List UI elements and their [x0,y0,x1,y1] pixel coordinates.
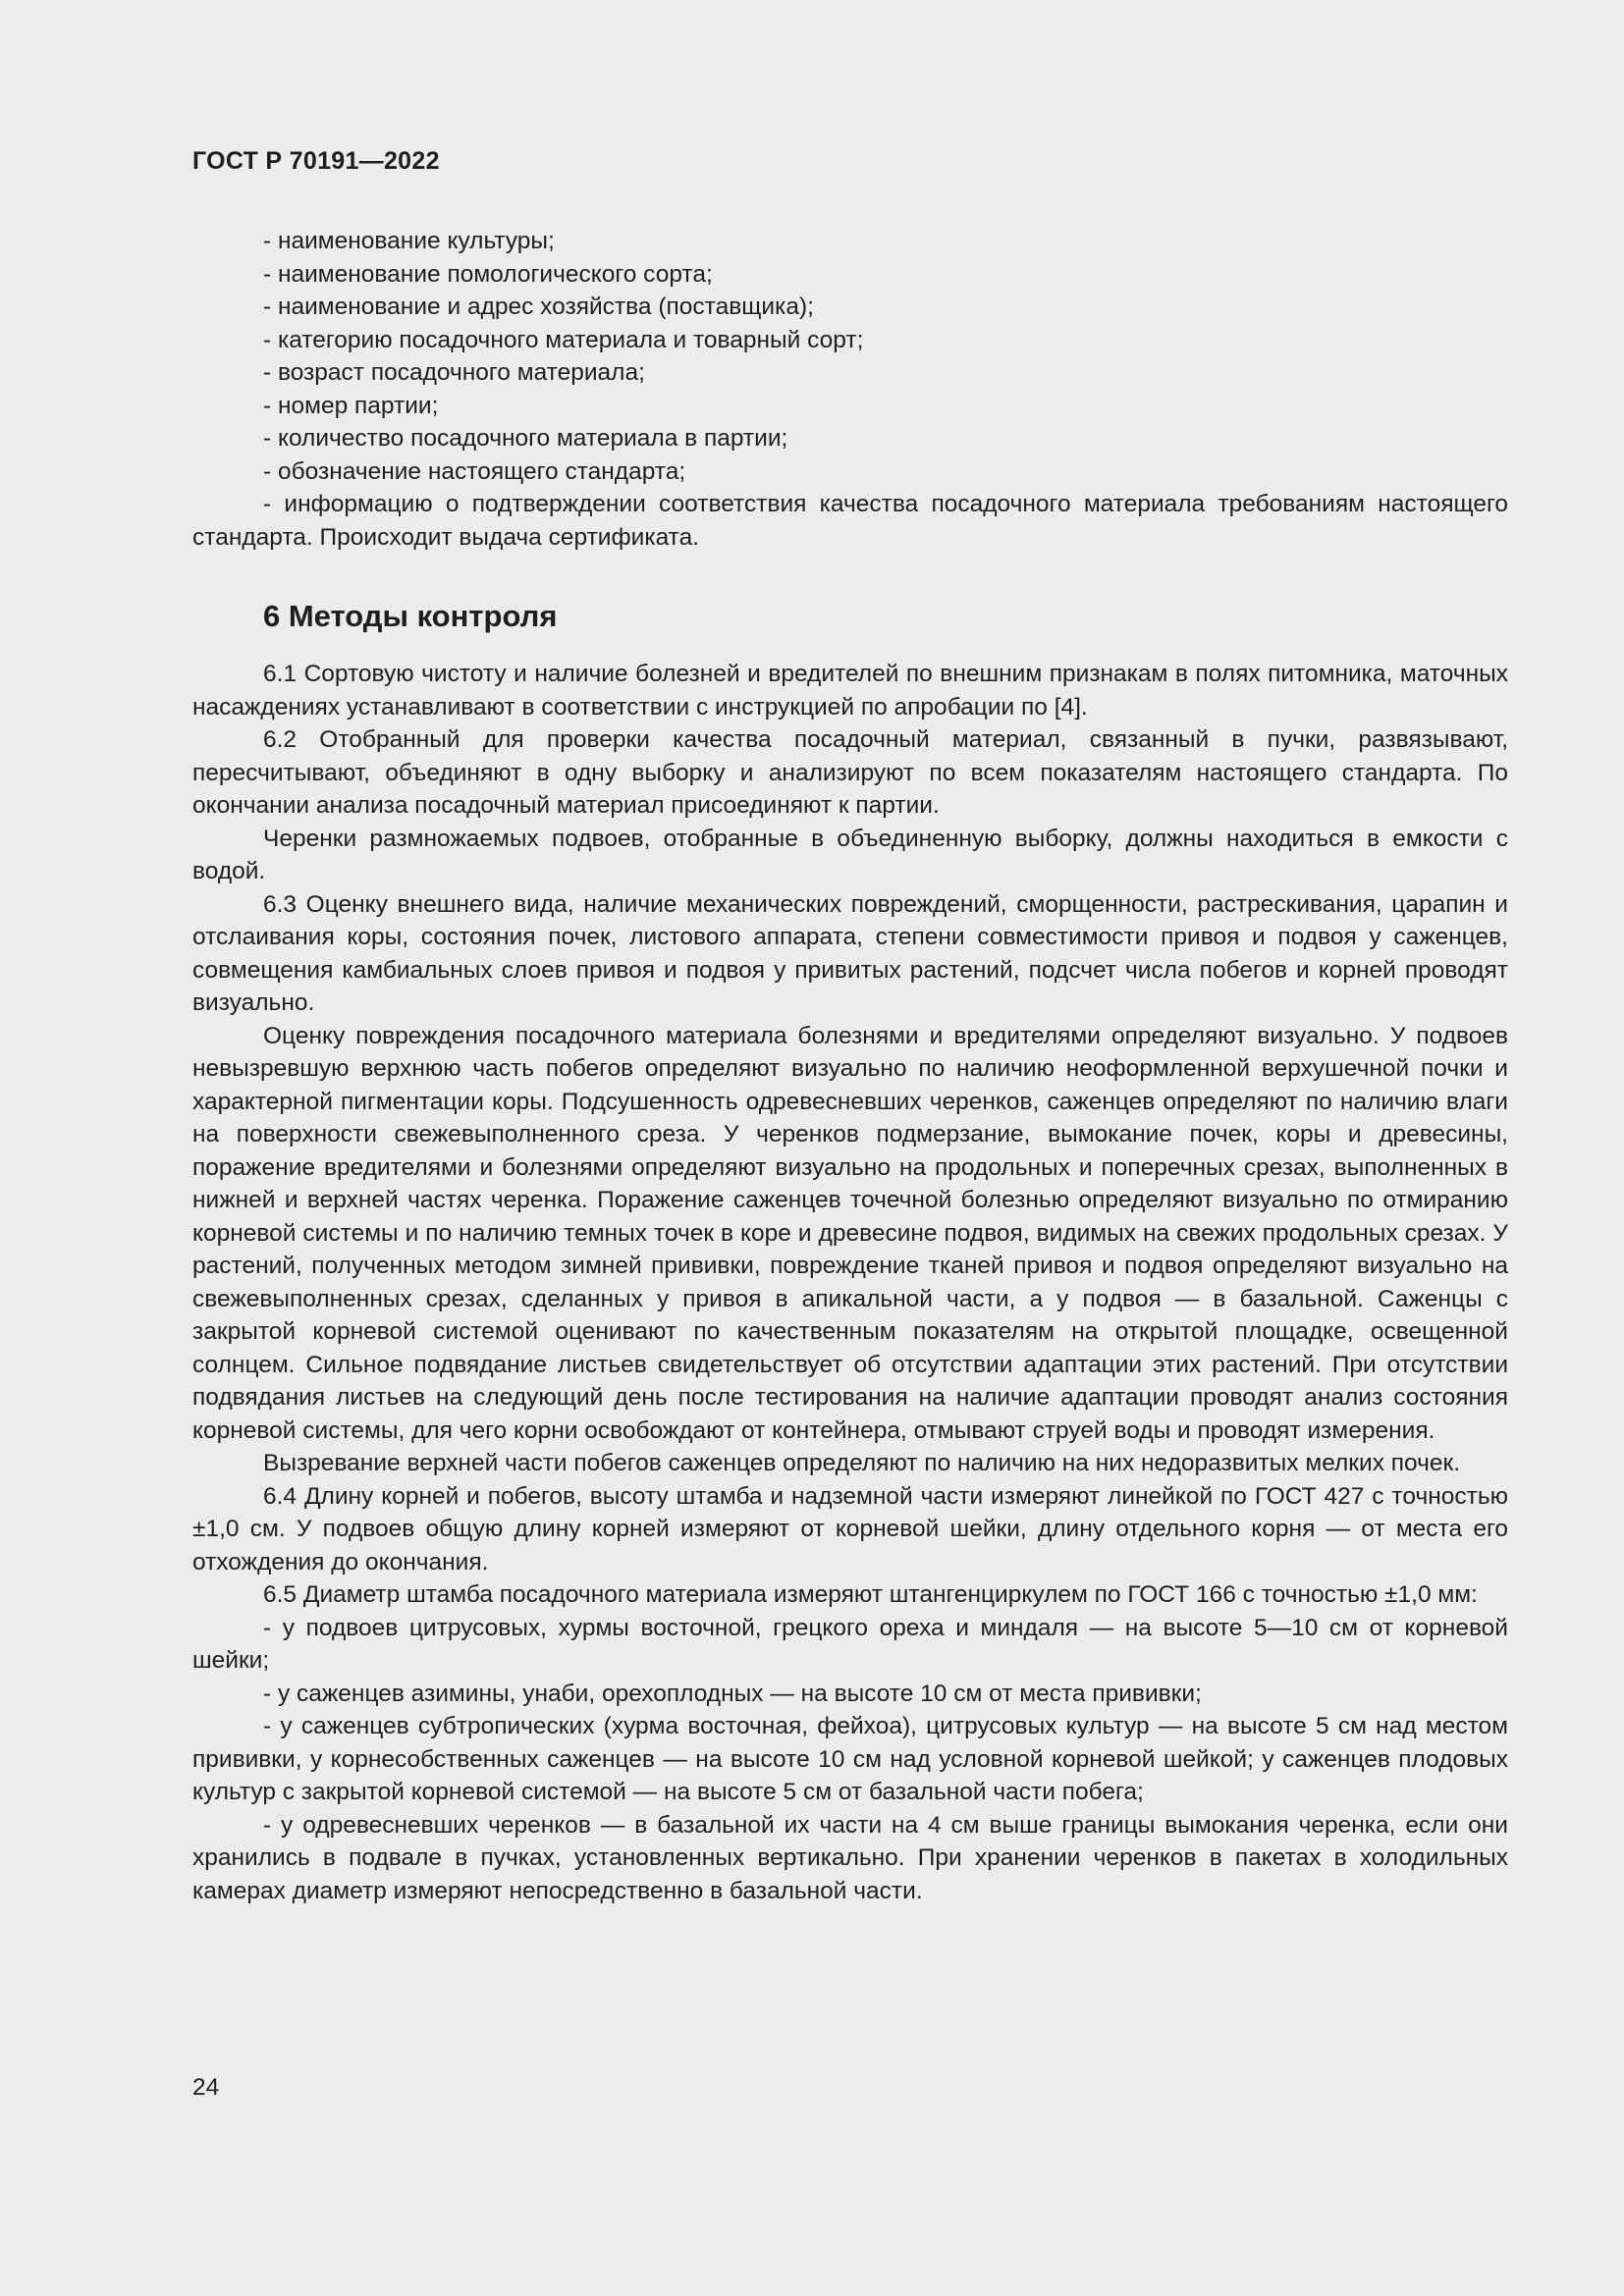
list-item: - наименование помологического сорта; [263,260,713,288]
list-item: - количество посадочного материала в партии; [263,425,788,452]
list-item: - наименование и адрес хозяйства (поставщика); [263,294,814,320]
paragraph-6-3: 6.3 Оценку внешнего вида, наличие механических повреждений, сморщенности, растрескивания, царапин и отслаивания коры, состояния почек, листового аппарата, степени совместимости привоя и подвоя у саженцев, совмещения камбиальных слоев привоя и подвоя у привитых растений, подсчет числа побегов и корней проводят визуально. [192,890,1508,1016]
paragraph-6-4: 6.4 Длину корней и побегов, высоту штамба и надземной части измеряют линейкой по ГОСТ 427 с точностью ±1,0 см. У подвоев общую длину корней измеряют от корневой шейки, длину отдельного корня — от места его отхождения до окончания. [192,1482,1508,1575]
list-item: - обозначение настоящего стандарта; [263,457,686,485]
list-item: - возраст посадочного материала; [263,359,645,386]
list-item: - наименование культуры; [263,228,555,254]
section-title: 6 Методы контроля [263,599,558,633]
paragraph-6-2: 6.2 Отобранный для проверки качества посадочный материал, связанный в пучки, развязывают, пересчитывают, объединяют в одну выборку и анализируют по всем показателям настоящего стандарта. По окончании анализа посадочный материал присоединяют к партии. [192,726,1508,819]
paragraph-6-1: 6.1 Сортовую чистоту и наличие болезней и вредителей по внешним признакам в полях питомника, маточных насаждениях устанавливают в соответствии с инструкцией по апробации по [4]. [192,661,1508,721]
list-item: - у саженцев азимины, унаби, орехоплодных — на высоте 10 см от места прививки; [263,1680,1202,1707]
paragraph-6-5: 6.5 Диаметр штамба посадочного материала измеряют штангенциркулем по ГОСТ 166 с точностью ±1,0 мм: [263,1581,1478,1608]
page-number: 24 [192,2074,220,2101]
document-body [192,225,1508,1907]
paragraph: Черенки размножаемых подвоев, отобранные в объединенную выборку, должны находиться в емкости с водой. [192,825,1508,884]
list-item: - у одревесневших черенков — в базальной их части на 4 см выше границы вымокания черенка, если они хранились в подвале в пучках, установленных вертикально. При хранении черенков в пакетах в холодильных камерах диаметр измеряют непосредственно в базальной части. [192,1811,1508,1904]
list-item: - у подвоев цитрусовых, хурмы восточной, грецкого ореха и миндаля — на высоте 5—10 см от корневой шейки; [192,1614,1508,1674]
list-item: - информацию о подтверждении соответствия качества посадочного материала требованиям настоящего стандарта. Происходит выдача сертификата. [192,491,1508,551]
list-item: - категорию посадочного материала и товарный сорт; [263,326,864,353]
paragraph: Оценку повреждения посадочного материала болезнями и вредителями определяют визуально. У подвоев невызревшую верхнюю часть побегов определяют визуально по наличию неоформленной верхушечной почки и характерной пигментации коры. Подсушенность одревесневших черенков, саженцев определяют по наличию влаги на поверхности свежевыполненного среза. У черенков подмерзание, вымокание почек, коры и древесины, поражение вредителями и болезнями определяют визуально на продольных и поперечных срезах, выполненных в нижней и верхней частях черенка. Поражение саженцев точечной болезнью определяют визуально по отмиранию корневой системы и по наличию темных точек в коре и древесине подвоя, видимых на свежих продольных срезах. У растений, полученных методом зимней прививки, повреждение тканей привоя и подвоя определяют визуально на свежевыполненных срезах, сделанных у привоя в апикальной части, а у подвоя — в базальной. Саженцы с закрытой корневой системой оценивают по качественным показателям на открытой площадке, освещенной солнцем. Сильное подвядание листьев свидетельствует об отсутствии адаптации этих растений. При отсутствии подвядания листьев на следующий день после тестирования на наличие адаптации проводят анализ состояния корневой системы, для чего корни освобождают от контейнера, отмывают струей воды и проводят измерения. [192,1022,1508,1444]
list-item: - у саженцев субтропических (хурма восточная, фейхоа), цитрусовых культур — на высоте 5 см над местом прививки, у корнесобственных саженцев — на высоте 10 см над условной корневой шейкой; у саженцев плодовых культур с закрытой корневой системой — на высоте 5 см от базальной части побега; [192,1713,1508,1805]
list-item: - номер партии; [263,392,439,419]
document-header: ГОСТ Р 70191—2022 [192,147,440,175]
paragraph: Вызревание верхней части побегов саженцев определяют по наличию на них недоразвитых мелких почек. [263,1450,1461,1476]
